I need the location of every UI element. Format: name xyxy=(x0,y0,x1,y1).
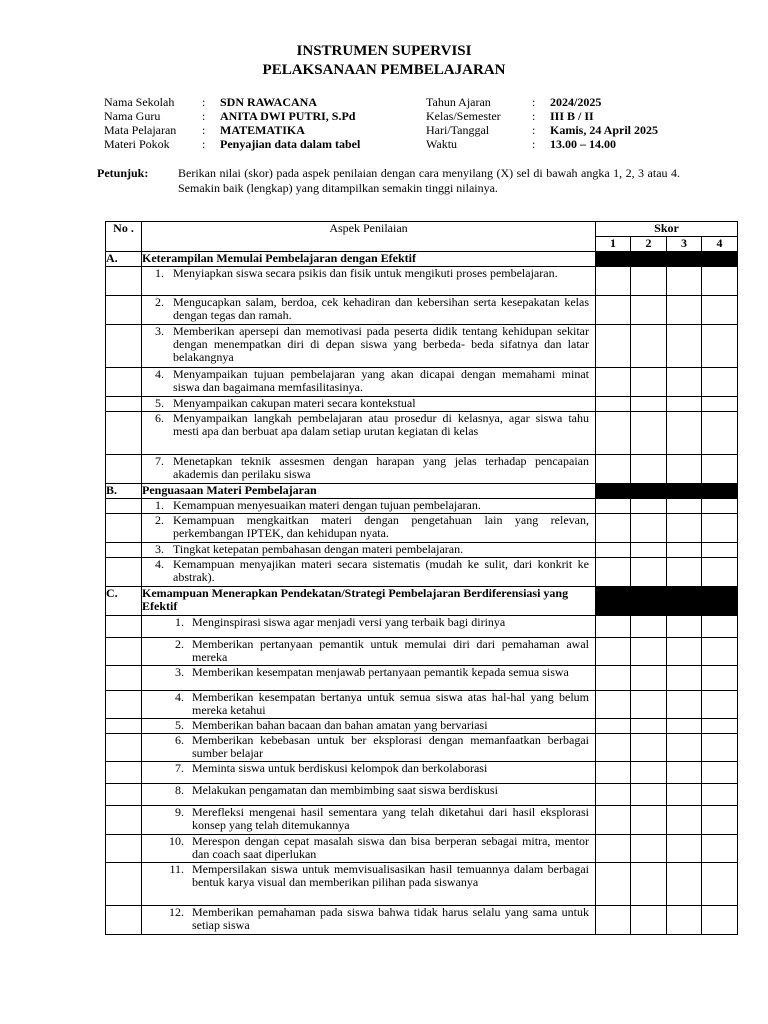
score-cell-1[interactable] xyxy=(596,368,631,397)
item-text: Kemampuan mengkaitkan materi dengan pengetahuan lain yang relevan, perkembangan IPTEK, dan kehidupan nyata. xyxy=(173,513,589,540)
info-value: III B / II xyxy=(550,109,594,123)
row-no-cell xyxy=(106,499,142,514)
score-cell-3[interactable] xyxy=(667,863,702,906)
score-cell-4[interactable] xyxy=(702,514,738,543)
item-number: 3. xyxy=(175,665,184,679)
row-no-cell xyxy=(106,666,142,691)
header-no: No . xyxy=(106,222,142,252)
score-cell-2[interactable] xyxy=(631,719,667,734)
score-cell-2[interactable] xyxy=(631,835,667,863)
score-cell-2[interactable] xyxy=(631,397,667,412)
info-colon: : xyxy=(202,109,206,123)
header-skor-4: 4 xyxy=(702,237,738,252)
aspect-cell xyxy=(142,397,596,412)
info-value: ANITA DWI PUTRI, S.Pd xyxy=(220,109,356,123)
score-cell-3[interactable] xyxy=(667,784,702,806)
table-row xyxy=(106,835,738,863)
aspect-cell xyxy=(142,784,596,806)
score-cell-2[interactable] xyxy=(631,691,667,719)
score-cell-4[interactable] xyxy=(702,543,738,558)
section-row xyxy=(106,484,738,499)
header-aspek xyxy=(142,222,596,252)
item-text: Memberikan kesempatan menjawab pertanyaan pemantik kepada semua siswa xyxy=(192,665,569,679)
item-number: 5. xyxy=(175,718,184,732)
info-value: Kamis, 24 April 2025 xyxy=(550,123,659,137)
score-cell-3[interactable] xyxy=(667,325,702,368)
score-cell-1[interactable] xyxy=(596,666,631,691)
info-value: MATEMATIKA xyxy=(220,123,305,137)
score-cell-4[interactable] xyxy=(702,734,738,762)
score-cell-4[interactable] xyxy=(702,368,738,397)
aspect-cell xyxy=(142,719,596,734)
info-colon: : xyxy=(202,95,206,109)
aspect-cell xyxy=(142,325,596,368)
row-no-cell xyxy=(106,638,142,666)
score-cell-4[interactable] xyxy=(702,616,738,638)
table-row xyxy=(106,691,738,719)
score-cell-2[interactable] xyxy=(631,734,667,762)
table-row xyxy=(106,543,738,558)
aspect-cell xyxy=(142,296,596,325)
score-cell-3[interactable] xyxy=(667,543,702,558)
info-label: Hari/Tanggal xyxy=(426,123,490,137)
score-cell-4[interactable] xyxy=(702,784,738,806)
score-cell-1[interactable] xyxy=(596,806,631,835)
score-cell-4[interactable] xyxy=(702,719,738,734)
score-cell-1[interactable] xyxy=(596,762,631,784)
info-colon: : xyxy=(532,109,536,123)
row-no-cell xyxy=(106,616,142,638)
item-number: 1. xyxy=(155,266,164,280)
item-number: 3. xyxy=(155,324,164,338)
item-text: Mempersilakan siswa untuk memvisualisasikan hasil temuannya dalam berbagai bentuk karya visual dan memberikan pilihan pada siswanya xyxy=(192,862,589,889)
table-row xyxy=(106,666,738,691)
score-cell-4[interactable] xyxy=(702,397,738,412)
section-title: Kemampuan Menerapkan Pendekatan/Strategi Pembelajaran Berdiferensiasi yang Efektif xyxy=(142,587,596,616)
score-cell-3[interactable] xyxy=(667,906,702,935)
table-row xyxy=(106,762,738,784)
instructions-text: Berikan nilai (skor) pada aspek penilaian dengan cara menyilang (X) sel di bawah angka 1, 2, 3 atau 4. Semakin baik (lengkap) yang ditampilkan semakin tinggi nilainya. xyxy=(178,166,680,195)
info-colon: : xyxy=(202,137,206,151)
table-row xyxy=(106,499,738,514)
score-cell-2[interactable] xyxy=(631,784,667,806)
item-number: 2. xyxy=(155,295,164,309)
score-cell-1[interactable] xyxy=(596,514,631,543)
table-row xyxy=(106,397,738,412)
item-text: Kemampuan menyesuaikan materi dengan tujuan pembelajaran. xyxy=(173,498,481,512)
table-row xyxy=(106,863,738,906)
section-score-blackout xyxy=(596,484,738,499)
aspect-cell xyxy=(142,267,596,296)
header-skor-1: 1 xyxy=(596,237,631,252)
score-cell-4[interactable] xyxy=(702,906,738,935)
header-aspek-label: Aspek Penilaian xyxy=(329,221,408,235)
score-cell-3[interactable] xyxy=(667,514,702,543)
item-text: Menyampaikan cakupan materi secara kontekstual xyxy=(173,396,416,410)
row-no-cell xyxy=(106,906,142,935)
item-number: 2. xyxy=(155,513,164,527)
section-letter: B. xyxy=(106,484,142,499)
aspect-cell xyxy=(142,691,596,719)
score-cell-4[interactable] xyxy=(702,412,738,455)
score-cell-3[interactable] xyxy=(667,835,702,863)
score-cell-4[interactable] xyxy=(702,455,738,484)
aspect-cell xyxy=(142,806,596,835)
info-label: Materi Pokok xyxy=(104,137,170,151)
table-row xyxy=(106,296,738,325)
table-row xyxy=(106,368,738,397)
info-row xyxy=(104,123,744,137)
section-score-blackout xyxy=(596,252,738,267)
score-cell-4[interactable] xyxy=(702,325,738,368)
score-cell-2[interactable] xyxy=(631,666,667,691)
score-cell-4[interactable] xyxy=(702,835,738,863)
item-number: 5. xyxy=(155,396,164,410)
item-text: Merefleksi mengenai hasil sementara yang telah diketahui dari hasil eksplorasi konsep yang telah ditemukannya xyxy=(192,805,589,832)
score-cell-2[interactable] xyxy=(631,558,667,587)
item-number: 1. xyxy=(155,498,164,512)
score-cell-2[interactable] xyxy=(631,412,667,455)
row-no-cell xyxy=(106,691,142,719)
score-cell-1[interactable] xyxy=(596,616,631,638)
score-cell-1[interactable] xyxy=(596,719,631,734)
score-cell-3[interactable] xyxy=(667,691,702,719)
row-no-cell xyxy=(106,558,142,587)
item-number: 11. xyxy=(169,862,184,876)
score-cell-2[interactable] xyxy=(631,514,667,543)
score-cell-3[interactable] xyxy=(667,368,702,397)
score-cell-3[interactable] xyxy=(667,762,702,784)
aspect-cell xyxy=(142,906,596,935)
item-text: Tingkat ketepatan pembahasan dengan materi pembelajaran. xyxy=(173,542,464,556)
score-cell-3[interactable] xyxy=(667,719,702,734)
info-label: Nama Sekolah xyxy=(104,95,175,109)
table-row xyxy=(106,784,738,806)
score-cell-2[interactable] xyxy=(631,906,667,935)
score-cell-2[interactable] xyxy=(631,296,667,325)
score-cell-1[interactable] xyxy=(596,455,631,484)
item-text: Memberikan kesempatan bertanya untuk semua siswa atas hal-hal yang belum mereka ketahui xyxy=(192,690,589,717)
item-number: 10. xyxy=(169,834,184,848)
item-number: 12. xyxy=(169,905,184,919)
row-no-cell xyxy=(106,863,142,906)
table-row xyxy=(106,719,738,734)
header-skor-3: 3 xyxy=(667,237,702,252)
row-no-cell xyxy=(106,325,142,368)
score-cell-3[interactable] xyxy=(667,638,702,666)
info-label: Nama Guru xyxy=(104,109,161,123)
score-cell-3[interactable] xyxy=(667,412,702,455)
info-colon: : xyxy=(532,123,536,137)
row-no-cell xyxy=(106,397,142,412)
score-cell-2[interactable] xyxy=(631,638,667,666)
aspect-cell xyxy=(142,734,596,762)
row-no-cell xyxy=(106,296,142,325)
row-no-cell xyxy=(106,806,142,835)
score-cell-4[interactable] xyxy=(702,499,738,514)
table-row xyxy=(106,806,738,835)
table-row xyxy=(106,616,738,638)
score-cell-1[interactable] xyxy=(596,558,631,587)
row-no-cell xyxy=(106,267,142,296)
item-text: Menyiapkan siswa secara psikis dan fisik untuk mengikuti proses pembelajaran. xyxy=(173,266,558,280)
score-cell-4[interactable] xyxy=(702,267,738,296)
score-cell-4[interactable] xyxy=(702,296,738,325)
item-text: Memberikan bahan bacaan dan bahan amatan yang bervariasi xyxy=(192,718,488,732)
row-no-cell xyxy=(106,762,142,784)
row-no-cell xyxy=(106,784,142,806)
section-letter: A. xyxy=(106,252,142,267)
info-colon: : xyxy=(532,95,536,109)
score-cell-4[interactable] xyxy=(702,863,738,906)
table-row xyxy=(106,638,738,666)
score-cell-3[interactable] xyxy=(667,397,702,412)
item-text: Kemampuan menyajikan materi secara sistematis (mudah ke sulit, dari konkrit ke abstrak). xyxy=(173,557,589,584)
aspect-cell xyxy=(142,514,596,543)
score-cell-4[interactable] xyxy=(702,638,738,666)
item-number: 9. xyxy=(175,805,184,819)
item-text: Merespon dengan cepat masalah siswa dan bisa berperan sebagai mitra, mentor dan coach saat diperlukan xyxy=(192,834,589,861)
section-row xyxy=(106,252,738,267)
score-cell-3[interactable] xyxy=(667,734,702,762)
item-text: Menyampaikan langkah pembelajaran atau prosedur di kelasnya, agar siswa tahu mesti apa dan berbuat apa dalam setiap urutan kegiatan di kelas xyxy=(173,411,589,438)
aspect-cell xyxy=(142,616,596,638)
aspect-cell xyxy=(142,666,596,691)
info-colon: : xyxy=(532,137,536,151)
table-row xyxy=(106,412,738,455)
score-cell-4[interactable] xyxy=(702,691,738,719)
item-text: Menginspirasi siswa agar menjadi versi yang terbaik bagi dirinya xyxy=(192,615,506,629)
score-cell-2[interactable] xyxy=(631,267,667,296)
score-cell-2[interactable] xyxy=(631,543,667,558)
info-value: SDN RAWACANA xyxy=(220,95,318,109)
item-number: 7. xyxy=(175,761,184,775)
score-cell-4[interactable] xyxy=(702,558,738,587)
score-cell-1[interactable] xyxy=(596,296,631,325)
info-row xyxy=(104,137,744,151)
score-cell-3[interactable] xyxy=(667,499,702,514)
row-no-cell xyxy=(106,734,142,762)
row-no-cell xyxy=(106,835,142,863)
info-label: Waktu xyxy=(426,137,458,151)
aspect-cell xyxy=(142,499,596,514)
row-no-cell xyxy=(106,719,142,734)
item-text: Mengucapkan salam, berdoa, cek kehadiran dan kebersihan serta kesepakatan kelas dengan tegas dan ramah. xyxy=(173,295,589,322)
aspect-cell xyxy=(142,368,596,397)
instructions-label: Petunjuk: xyxy=(97,166,149,180)
info-label: Kelas/Semester xyxy=(426,109,501,123)
item-text: Memberikan kebebasan untuk ber eksplorasi dengan memanfaatkan berbagai sumber belajar xyxy=(192,733,589,760)
item-number: 8. xyxy=(175,783,184,797)
row-no-cell xyxy=(106,543,142,558)
info-block xyxy=(104,95,744,151)
table-row xyxy=(106,734,738,762)
score-cell-1[interactable] xyxy=(596,734,631,762)
info-value: 2024/2025 xyxy=(550,95,602,109)
score-cell-3[interactable] xyxy=(667,666,702,691)
header-skor-2: 2 xyxy=(631,237,667,252)
table-row xyxy=(106,906,738,935)
aspect-cell xyxy=(142,762,596,784)
item-number: 1. xyxy=(175,615,184,629)
header-skor: Skor xyxy=(596,222,738,237)
info-label: Mata Pelajaran xyxy=(104,123,177,137)
score-cell-2[interactable] xyxy=(631,863,667,906)
section-letter: C. xyxy=(106,587,142,616)
score-cell-3[interactable] xyxy=(667,806,702,835)
info-value: Penyajian data dalam tabel xyxy=(220,137,361,151)
table-row xyxy=(106,325,738,368)
aspect-cell xyxy=(142,863,596,906)
section-title: Keterampilan Memulai Pembelajaran dengan Efektif xyxy=(142,252,596,267)
item-number: 6. xyxy=(175,733,184,747)
item-number: 4. xyxy=(175,690,184,704)
score-cell-4[interactable] xyxy=(702,666,738,691)
score-cell-2[interactable] xyxy=(631,368,667,397)
table-row xyxy=(106,267,738,296)
score-cell-4[interactable] xyxy=(702,762,738,784)
item-number: 4. xyxy=(155,367,164,381)
row-no-cell xyxy=(106,455,142,484)
assessment-table xyxy=(105,221,738,935)
score-cell-2[interactable] xyxy=(631,325,667,368)
score-cell-1[interactable] xyxy=(596,543,631,558)
info-label: Tahun Ajaran xyxy=(426,95,491,109)
info-row xyxy=(104,109,744,123)
table-row xyxy=(106,558,738,587)
section-title: Penguasaan Materi Pembelajaran xyxy=(142,484,596,499)
section-score-blackout xyxy=(596,587,738,616)
score-cell-1[interactable] xyxy=(596,784,631,806)
aspect-cell xyxy=(142,638,596,666)
row-no-cell xyxy=(106,514,142,543)
score-cell-1[interactable] xyxy=(596,499,631,514)
item-text: Meminta siswa untuk berdiskusi kelompok dan berkolaborasi xyxy=(192,761,488,775)
score-cell-1[interactable] xyxy=(596,325,631,368)
score-cell-1[interactable] xyxy=(596,267,631,296)
aspect-cell xyxy=(142,455,596,484)
table-row xyxy=(106,514,738,543)
item-number: 6. xyxy=(155,411,164,425)
score-cell-1[interactable] xyxy=(596,691,631,719)
item-text: Melakukan pengamatan dan membimbing saat siswa berdiskusi xyxy=(192,783,498,797)
item-text: Memberikan pemahaman pada siswa bahwa tidak harus selalu yang sama untuk setiap siswa xyxy=(192,905,589,932)
item-number: 4. xyxy=(155,557,164,571)
document-title: INSTRUMEN SUPERVISI xyxy=(296,43,472,59)
score-cell-2[interactable] xyxy=(631,762,667,784)
score-cell-3[interactable] xyxy=(667,455,702,484)
score-cell-1[interactable] xyxy=(596,863,631,906)
row-no-cell xyxy=(106,412,142,455)
aspect-cell xyxy=(142,543,596,558)
aspect-cell xyxy=(142,412,596,455)
table-row xyxy=(106,455,738,484)
table-body xyxy=(106,252,738,935)
row-no-cell xyxy=(106,368,142,397)
score-cell-2[interactable] xyxy=(631,806,667,835)
info-colon: : xyxy=(202,123,206,137)
item-text: Menyampaikan tujuan pembelajaran yang akan dicapai dengan memahami minat siswa dan bagaimana memfasilitasinya. xyxy=(173,367,589,394)
score-cell-1[interactable] xyxy=(596,412,631,455)
info-row xyxy=(104,95,744,109)
score-cell-1[interactable] xyxy=(596,638,631,666)
item-number: 7. xyxy=(155,454,164,468)
item-number: 2. xyxy=(175,637,184,651)
score-cell-3[interactable] xyxy=(667,296,702,325)
score-cell-3[interactable] xyxy=(667,616,702,638)
item-text: Menetapkan teknik assesmen dengan harapan yang jelas terhadap pencapaian akademis dan perilaku siswa xyxy=(173,454,589,481)
info-value: 13.00 – 14.00 xyxy=(550,137,616,151)
score-cell-1[interactable] xyxy=(596,835,631,863)
score-cell-1[interactable] xyxy=(596,397,631,412)
score-cell-3[interactable] xyxy=(667,267,702,296)
section-row xyxy=(106,587,738,616)
score-cell-2[interactable] xyxy=(631,616,667,638)
score-cell-2[interactable] xyxy=(631,455,667,484)
score-cell-2[interactable] xyxy=(631,499,667,514)
aspect-cell xyxy=(142,558,596,587)
item-number: 3. xyxy=(155,542,164,556)
score-cell-4[interactable] xyxy=(702,806,738,835)
item-text: Memberikan pertanyaan pemantik untuk memulai diri dari pemahaman awal mereka xyxy=(192,637,589,664)
aspect-cell xyxy=(142,835,596,863)
document-subtitle: PELAKSANAAN PEMBELAJARAN xyxy=(262,62,506,78)
item-text: Memberikan apersepi dan memotivasi pada peserta didik tentang kehidupan sekitar dengan menempatkan diri di depan siswa yang berbeda- beda sifatnya dan latar belakangnya xyxy=(173,324,589,364)
score-cell-3[interactable] xyxy=(667,558,702,587)
score-cell-1[interactable] xyxy=(596,906,631,935)
